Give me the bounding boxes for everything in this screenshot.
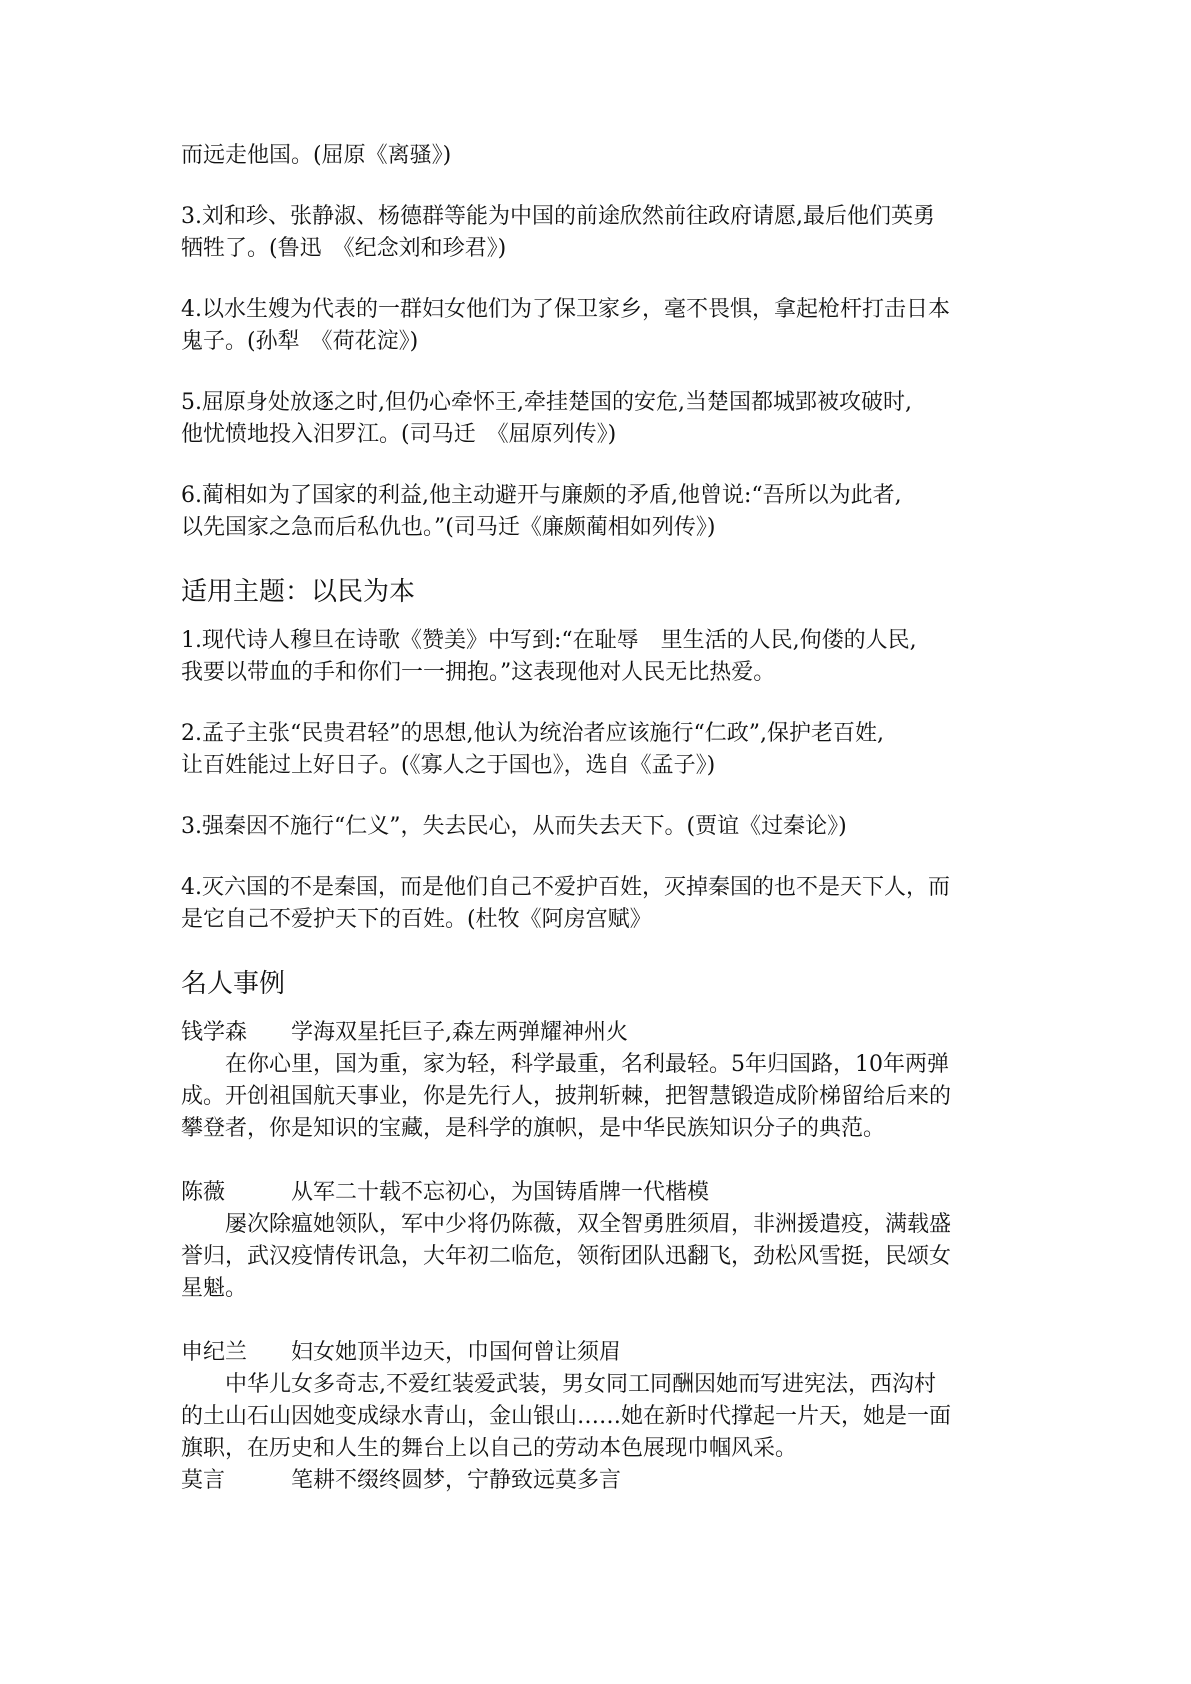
profile-item — [181, 1337, 1021, 1465]
profile-title-line — [181, 1017, 1021, 1049]
profile-item — [181, 1017, 1021, 1145]
profile-body-line: 在你心里，国为重，家为轻，科学最重，名利最轻。5年归国路，10年两弹 — [225, 1052, 949, 1077]
list-item — [181, 718, 1021, 782]
item-line: 6.蔺相如为了国家的利益,他主动避开与廉颇的矛盾,他曾说:“吾所以为此者, — [181, 483, 902, 508]
item-line: 3.刘和珍、张静淑、杨德群等能为中国的前途欣然前往政府请愿,最后他们英勇 — [181, 204, 935, 229]
list-item — [181, 811, 1021, 843]
item-line: 让百姓能过上好日子。(《寡人之于国也》，选自《孟子》) — [181, 753, 716, 778]
profile-body-line: 攀登者，你是知识的宝藏，是科学的旗帜，是中华民族知识分子的典范。 — [181, 1116, 886, 1141]
item-line: 是它自己不爱护天下的百姓。(杜牧《阿房宫赋》 — [181, 907, 652, 932]
profile-list — [181, 1017, 1021, 1497]
profile-body-line: 成。开创祖国航天事业，你是先行人，披荆斩棘，把智慧锻造成阶梯留给后来的 — [181, 1084, 952, 1109]
profile-body-line: 的土山石山因她变成绿水青山，金山银山……她在新时代撑起一片天，她是一面 — [181, 1404, 952, 1429]
item-line: 4.以水生嫂为代表的一群妇女他们为了保卫家乡，毫不畏惧，拿起枪杆打击日本 — [181, 297, 950, 322]
profile-name: 陈薇 — [181, 1180, 226, 1205]
profile-title-line — [181, 1177, 1021, 1209]
list-item — [181, 872, 1021, 936]
item-line: 以先国家之急而后私仇也。”(司马迁《廉颇蔺相如列传》) — [181, 515, 716, 540]
profile-body-line: 中华儿女多奇志,不爱红装爱武装，男女同工同酬因她而写进宪法，西沟村 — [225, 1372, 936, 1397]
list-item — [181, 625, 1021, 689]
continuation-line: 而远走他国。(屈原《离骚》) — [181, 143, 452, 168]
list-item — [181, 387, 1021, 451]
profile-body-line: 星魁。 — [181, 1276, 248, 1301]
list-item — [181, 294, 1021, 358]
profile-name: 钱学森 — [181, 1020, 248, 1045]
profile-title: 学海双星托巨子,森左两弹耀神州火 — [291, 1020, 628, 1045]
profile-body-line: 旗职，在历史和人生的舞台上以自己的劳动本色展现巾帼风采。 — [181, 1436, 798, 1461]
section2-list — [181, 625, 1021, 936]
section-heading: 适用主题：以民为本 — [181, 577, 416, 607]
profile-title: 妇女她顶半边天，巾国何曾让须眉 — [291, 1340, 622, 1365]
section1-list — [181, 201, 1021, 544]
section-heading: 名人事例 — [181, 969, 286, 999]
profile-title: 从军二十载不忘初心，为国铸盾牌一代楷模 — [291, 1180, 710, 1205]
item-line: 4.灭六国的不是秦国，而是他们自己不爱护百姓，灭掉秦国的也不是天下人，而 — [181, 875, 950, 900]
item-line: 牺牲了。(鲁迅 《纪念刘和珍君》) — [181, 236, 507, 261]
item-line: 3.强秦因不施行“仁义”，失去民心，从而失去天下。(贾谊《过秦论》) — [181, 814, 847, 839]
profile-item — [181, 1465, 1021, 1497]
profile-title-line — [181, 1337, 1021, 1369]
item-line: 5.屈原身处放逐之时,但仍心牵怀王,牵挂楚国的安危,当楚国都城郢被攻破时, — [181, 390, 912, 415]
item-line: 鬼子。(孙犁 《荷花淀》) — [181, 329, 419, 354]
item-line: 2.孟子主张“民贵君轻”的思想,他认为统治者应该施行“仁政”,保护老百姓, — [181, 721, 884, 746]
item-line: 他忧愤地投入汨罗江。(司马迁 《屈原列传》) — [181, 422, 617, 447]
profile-body-line: 屡次除瘟她领队，军中少将仍陈薇，双全智勇胜须眉，非洲援遣疫，满载盛 — [225, 1212, 952, 1237]
profile-title-line — [181, 1465, 1021, 1497]
profile-name: 莫言 — [181, 1468, 226, 1493]
list-item — [181, 201, 1021, 265]
profile-body-line: 誉归，武汉疫情传讯急，大年初二临危，领衔团队迅翻飞，劲松风雪挺，民颂女 — [181, 1244, 952, 1269]
document-content — [181, 140, 1021, 1497]
item-line: 我要以带血的手和你们一一拥抱。”这表现他对人民无比热爱。 — [181, 660, 776, 685]
profile-name: 申纪兰 — [181, 1340, 248, 1365]
list-item — [181, 480, 1021, 544]
profile-item — [181, 1177, 1021, 1305]
item-line: 1.现代诗人穆旦在诗歌《赞美》中写到:“在耻辱 里生活的人民,佝偻的人民, — [181, 628, 917, 653]
profile-title: 笔耕不缀终圆梦，宁静致远莫多言 — [291, 1468, 622, 1493]
